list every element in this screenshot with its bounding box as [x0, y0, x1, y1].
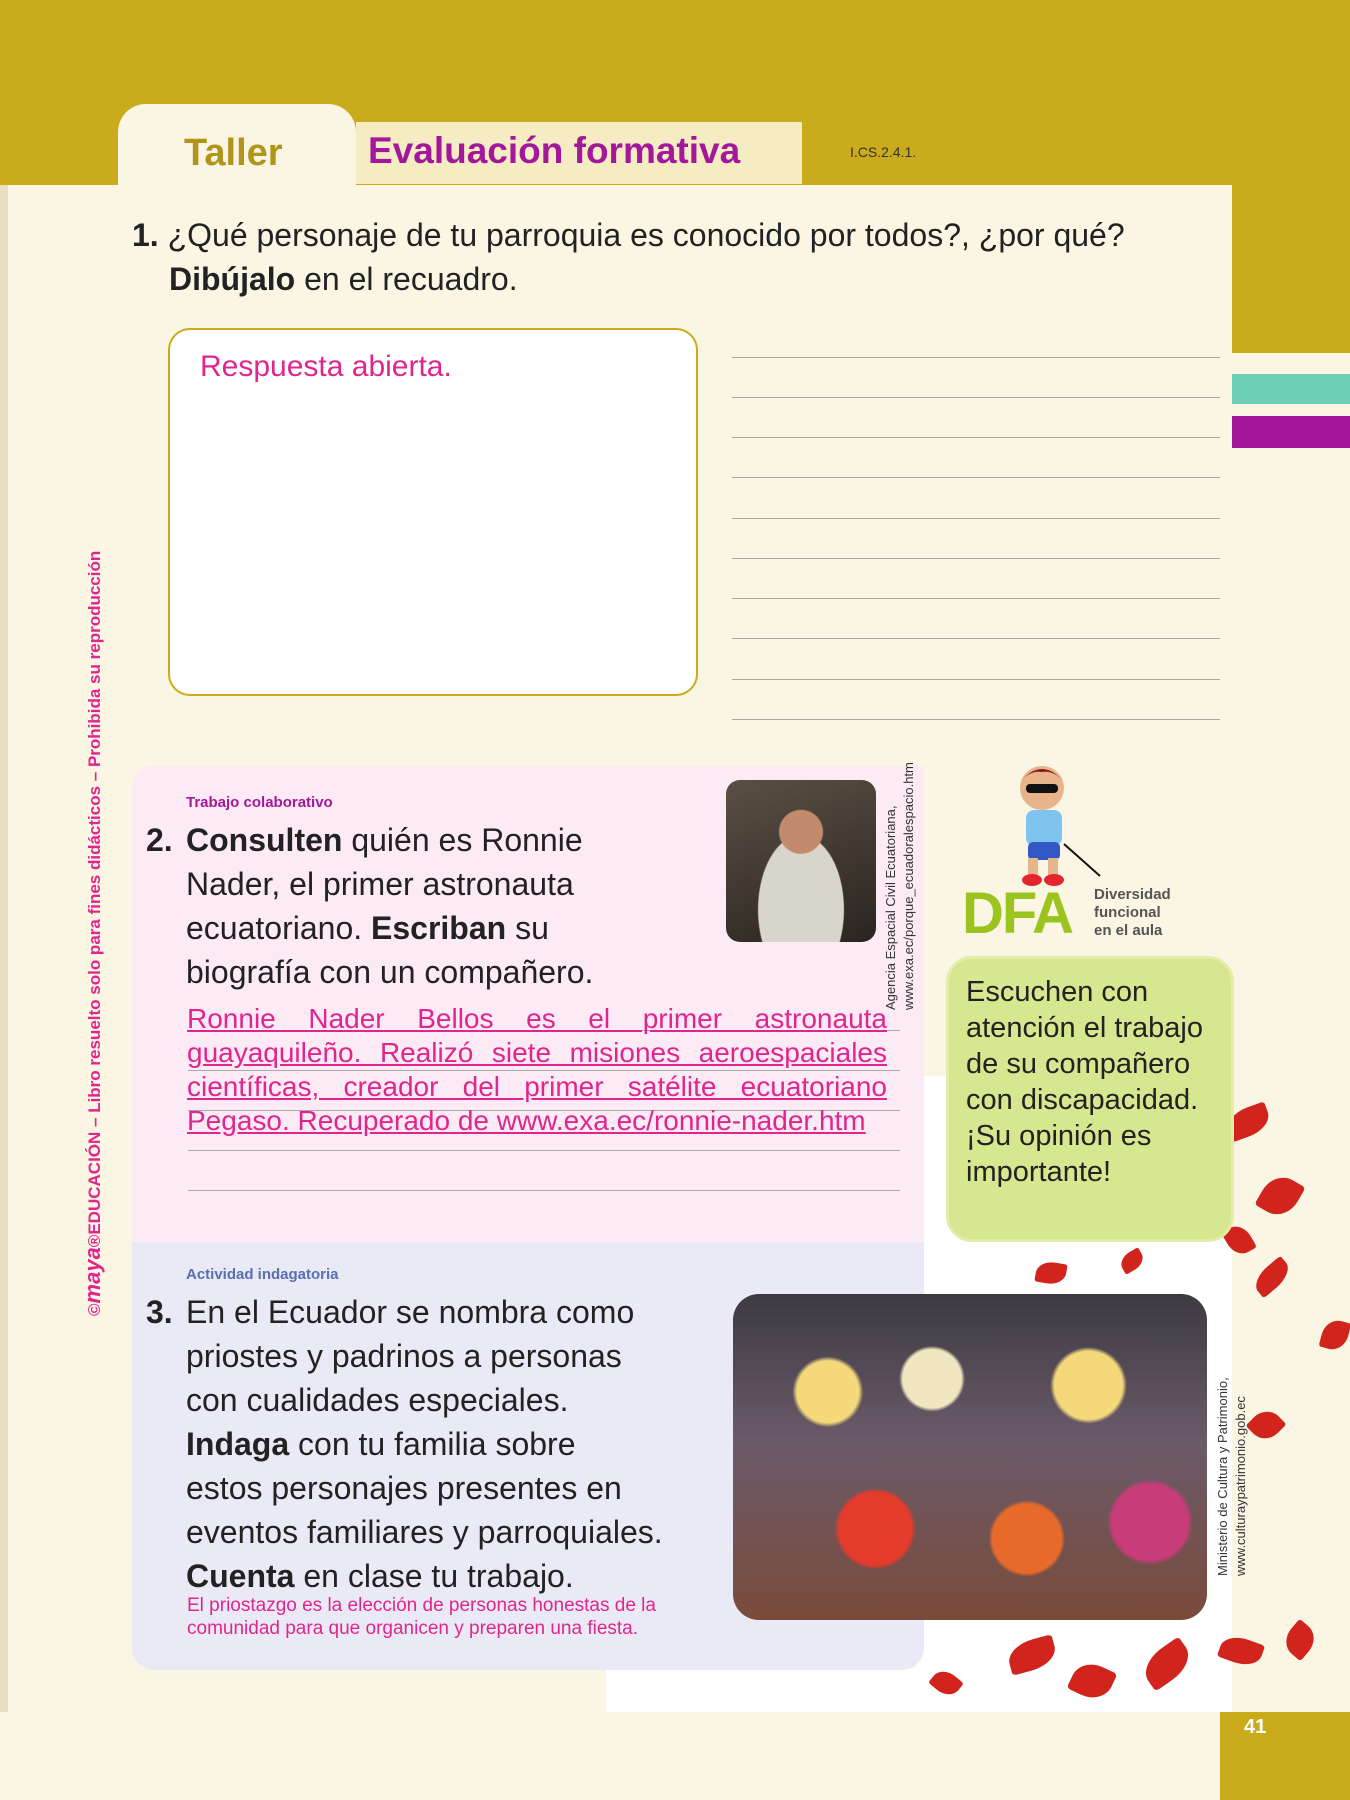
copyright-text: EDUCACIÓN – Libro resuelto solo para fines didácticos – Prohibida su reproducción [85, 550, 104, 1235]
rose-petal [1254, 1170, 1305, 1223]
question-3-text-3: con cualidades especiales. [186, 1382, 569, 1418]
writing-line[interactable] [732, 558, 1220, 559]
question-3-text-2: priostes y padrinos a personas [186, 1338, 622, 1374]
page-number-box [1220, 1712, 1350, 1800]
question-2-activity-label: Trabajo colaborativo [186, 794, 333, 811]
question-3 [146, 1290, 706, 1598]
dfa-caption-line-1: Diversidad [1094, 886, 1171, 903]
question-2-verb-2: Escriban [371, 910, 507, 946]
dfa-caption-line-2: funcional [1094, 904, 1161, 921]
teal-stripe [1232, 374, 1350, 404]
question-2-verb-1: Consulten [186, 822, 343, 858]
rose-petal [1319, 1317, 1350, 1353]
tab-taller [118, 104, 356, 186]
dfa-note-text: Escuchen con atención el trabajo de su compañero con discapacidad. ¡Su opinión es importante! [966, 976, 1203, 1188]
question-3-number: 3. [146, 1294, 173, 1330]
question-2-answer: Ronnie Nader Bellos es el primer astronauta guayaquileño. Realizó siete misiones aeroespaciales científicas, creador del primer satélite ecuatoriano Pegaso. Recuperado de www.exa.ec/ronnie-nader.htm [187, 1003, 887, 1136]
question-1 [132, 213, 1232, 301]
dfa-caption [1094, 886, 1171, 940]
question-2-text-2: Nader, el primer astronauta [186, 866, 574, 902]
registered-symbol: ® [85, 1234, 104, 1248]
magenta-stripe [1232, 416, 1350, 448]
question-2-text-3: ecuatoriano. [186, 910, 372, 946]
rose-petal [1245, 1404, 1286, 1445]
question-3-verb-2: Cuenta [186, 1558, 295, 1594]
page-number: 41 [1244, 1716, 1267, 1738]
writing-line[interactable] [188, 1190, 900, 1191]
writing-line[interactable] [732, 598, 1220, 599]
writing-line[interactable] [732, 679, 1220, 680]
writing-line[interactable] [732, 518, 1220, 519]
question-3-text-5: estos personajes presentes en [186, 1470, 622, 1506]
question-3-text-7: en clase tu trabajo. [294, 1558, 574, 1594]
tab-evaluacion-formativa [356, 122, 802, 184]
question-3-answer: El priostazgo es la elección de personas honestas de la comunidad para que organicen y preparen una fiesta. [187, 1595, 656, 1639]
astronaut-credit-line-2: www.exa.ec/porque_ecuadoralespacio.htm [901, 762, 916, 1010]
footer-strip [0, 1712, 1220, 1800]
festival-credit-line-1: Ministerio de Cultura y Patrimonio, [1215, 1377, 1230, 1576]
astronaut-credit-line-1: Agencia Espacial Civil Ecuatoriana, [883, 805, 898, 1010]
tab-taller-label: Taller [184, 132, 283, 174]
writing-line[interactable] [732, 397, 1220, 398]
question-3-activity-label: Actividad indagatoria [186, 1266, 339, 1283]
question-3-text-4: con tu familia sobre [289, 1426, 576, 1462]
right-gold-band [1232, 185, 1350, 353]
indicator-code: I.CS.2.4.1. [850, 144, 917, 160]
festival-photo [733, 1294, 1207, 1620]
tab-evaluacion-label: Evaluación formativa [368, 130, 741, 171]
astronaut-photo [726, 780, 876, 942]
writing-line[interactable] [188, 1150, 900, 1151]
question-2-text-3b: su [506, 910, 549, 946]
writing-line[interactable] [732, 638, 1220, 639]
question-1-line2: en el recuadro. [295, 261, 518, 297]
copyright-notice [80, 476, 106, 1316]
question-1-line1: ¿Qué personaje de tu parroquia es conocido por todos?, ¿por qué? [167, 217, 1125, 253]
question-1-verb: Dibújalo [169, 261, 296, 297]
question-3-text-1: En el Ecuador se nombra como [186, 1294, 635, 1330]
copyright-symbol: © [85, 1303, 104, 1316]
question-2-text-1: quién es Ronnie [342, 822, 583, 858]
writing-line[interactable] [732, 437, 1220, 438]
festival-photo-credit [1214, 1336, 1250, 1576]
festival-credit-line-2: www.culturaypatrimonio.gob.ec [1233, 1396, 1248, 1576]
question-2-number: 2. [146, 822, 173, 858]
question-1-number: 1. [132, 217, 159, 253]
writing-line[interactable] [732, 357, 1220, 358]
rose-petal [1279, 1619, 1321, 1662]
writing-line[interactable] [732, 477, 1220, 478]
question-3-text-6: eventos familiares y parroquiales. [186, 1514, 663, 1550]
drawing-box-answer: Respuesta abierta. [200, 350, 452, 383]
question-2-text-4: biografía con un compañero. [186, 954, 594, 990]
dfa-caption-line-3: en el aula [1094, 922, 1163, 939]
brand-name: maya [80, 1247, 105, 1304]
question-3-verb-1: Indaga [186, 1426, 290, 1462]
rose-petal [1250, 1256, 1295, 1299]
writing-line[interactable] [732, 719, 1220, 720]
dfa-character-icon [992, 748, 1102, 894]
dfa-logo-letters: DFA [962, 881, 1072, 946]
astronaut-photo-credit [882, 740, 918, 1010]
page-left-edge [0, 0, 8, 1800]
question-2 [146, 818, 706, 994]
